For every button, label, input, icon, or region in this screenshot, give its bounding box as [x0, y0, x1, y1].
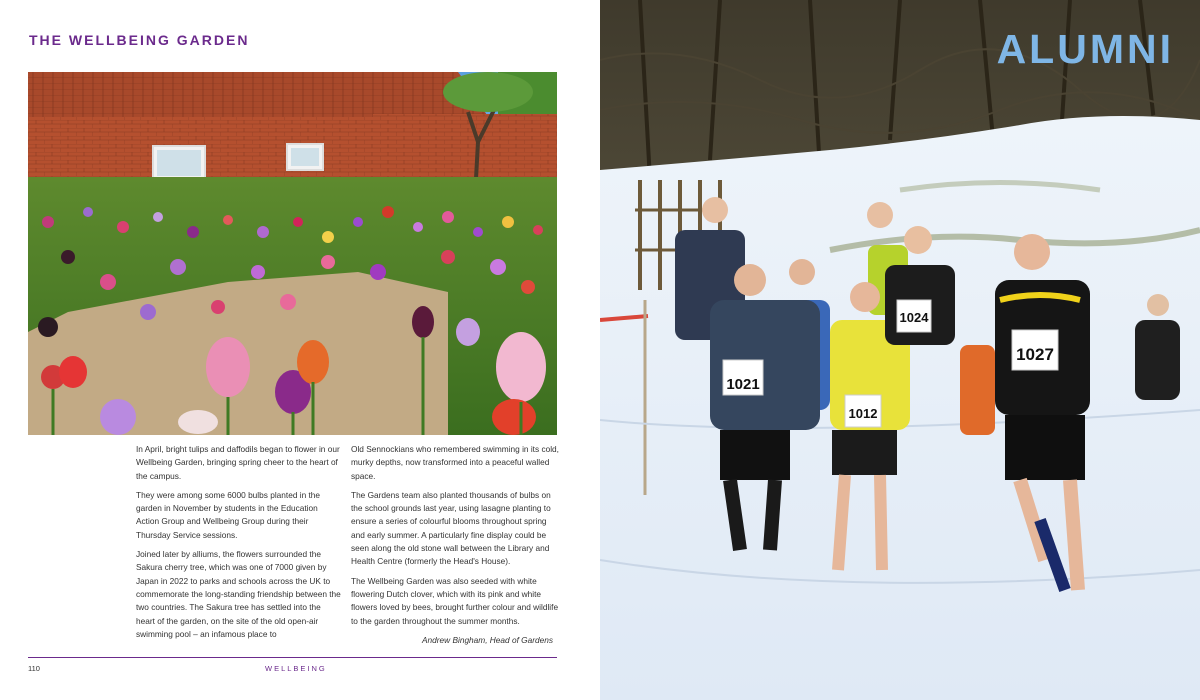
tulip-garden-illustration — [28, 72, 557, 435]
section-title: THE WELLBEING GARDEN — [29, 32, 250, 48]
bib-number: 1027 — [1016, 345, 1054, 364]
bib-number: 1024 — [899, 310, 929, 325]
paragraph: In April, bright tulips and daffodils began to flower in our Wellbeing Garden, bringing spring cheer to the heart of the campus. — [136, 444, 340, 481]
footer-section-label: WELLBEING — [265, 664, 327, 673]
tulip-garden-photo — [28, 72, 557, 435]
cross-country-race-photo — [600, 0, 1200, 700]
paragraph: They were among some 6000 bulbs planted in the garden in November by students in the Education Action Group and Wellbeing Group during their Thursday Service sessions. — [136, 489, 321, 540]
paragraph: The Wellbeing Garden was also seeded with white flowering Dutch clover, which with its pink and white flowers loved by bees, brought further colour and wildlife to the garden throughout the summer months. — [351, 575, 559, 626]
right-page — [600, 0, 1200, 700]
alumni-section-title: ALUMNI — [996, 26, 1174, 72]
bib-number: 1021 — [726, 376, 760, 393]
page-number: 110 — [28, 664, 40, 673]
author-byline: Andrew Bingham, Head of Gardens — [422, 634, 553, 645]
article-column-2 — [351, 443, 561, 653]
paragraph: Joined later by alliums, the flowers surrounded the Sakura cherry tree, which was one of 7000 given by Japan in 2022 to parks and schools across the UK to commemorate the long-standing friendship between the two countries. The Sakura tree has settled into the heart of the garden, on the site of the old open-air swimming pool – an infamous place to — [136, 549, 341, 639]
paragraph: The Gardens team also planted thousands of bulbs on the school grounds last year, using lasagne planting to ensure a series of colourful blooms throughout spring and early summer. A particularly fine display could be seen along the old stone wall between the Library and Health Centre (formerly the Head's House). — [351, 489, 551, 567]
footer-divider — [28, 657, 557, 658]
article-column-1 — [136, 443, 341, 647]
paragraph: Old Sennockians who remembered swimming in its cold, murky depths, now transformed into a peaceful walled space. — [351, 444, 559, 481]
bib-number: 1012 — [848, 406, 878, 421]
